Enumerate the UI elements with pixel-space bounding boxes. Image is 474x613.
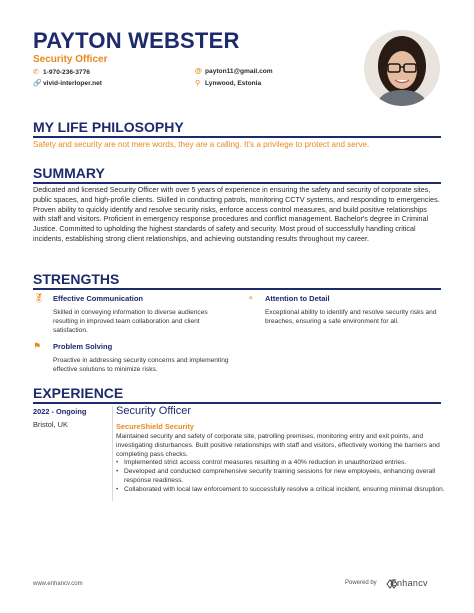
timeline-divider [112, 406, 113, 501]
phone-text: 1-970-236-3776 [43, 68, 90, 76]
experience-bullet: • Collaborated with local law enforcement to successfully resolve a critical incident, ensuring minimal disruption. [116, 486, 446, 495]
strength-title: Problem Solving [53, 342, 113, 351]
award-icon: 🏅︎ [33, 293, 45, 303]
experience-description: Maintained security and safety of corporate site, patrolling premises, monitoring entry and exit points, and investigating disturbances. Built positive relationships with staff and visitors, effectively working the barriers and completing pass checks. [116, 433, 440, 458]
experience-role: Security Officer [116, 405, 191, 417]
at-icon: @ [195, 68, 202, 75]
email-text[interactable]: payton11@gmail.com [205, 68, 273, 75]
location-pin-icon: ⚲ [195, 80, 201, 87]
philosophy-text: Safety and security are not mere words, they are a calling. It's a privilege to protect and serve. [33, 140, 370, 149]
profile-photo [364, 30, 440, 106]
website-contact[interactable] [33, 79, 102, 87]
powered-by-text: Powered by [345, 580, 377, 586]
section-divider [33, 182, 441, 184]
email-contact[interactable] [195, 68, 273, 75]
strength-desc: Exceptional ability to identify and resolve security risks and breaches, ensuring a safe environment for all. [265, 309, 437, 325]
location-contact [195, 79, 261, 87]
strength-title: Attention to Detail [265, 294, 330, 303]
experience-company: SecureShield Security [116, 422, 195, 431]
experience-location: Bristol, UK [33, 420, 68, 429]
experience-bullet: • Developed and conducted comprehensive security training sessions for new employees, enhancing overall response readiness. [116, 468, 446, 486]
experience-bullets [116, 459, 446, 495]
location-text: Lynwood, Estonia [205, 79, 262, 87]
section-divider [33, 288, 441, 290]
section-divider [33, 402, 441, 404]
summary-text: Dedicated and licensed Security Officer with over 5 years of experience in ensuring the safety and security of corporate sites, public spaces, and high-profile clients. Skilled in conducting patrols, monitoring CCTV systems, and responding to emergencies. Proven ability to quickly identify and resolve security risks, enforce access control measures, and build positive relationships with staff and visitors. Proficient in emergency response procedures and conflict management. Bachelor's degree in Criminal Justice. Committed to upholding the highest standards of safety and security. Most proud of successfully handling critical incidents, establishing strong client relationships, and achieving outstanding results throughout my career. [33, 185, 440, 243]
strengths-heading: STRENGTHS [33, 271, 120, 287]
phone-icon: ✆ [33, 69, 39, 76]
summary-heading: SUMMARY [33, 165, 105, 181]
strength-item [33, 341, 233, 375]
footer-site-link[interactable]: www.enhancv.com [33, 581, 83, 587]
experience-heading: EXPERIENCE [33, 385, 124, 401]
section-divider [33, 136, 441, 138]
strength-item [33, 293, 233, 336]
philosophy-heading: MY LIFE PHILOSOPHY [33, 119, 184, 135]
strength-desc: Proactive in addressing security concerns and implementing effective solutions to minimize risks. [53, 357, 229, 373]
job-title: Security Officer [33, 54, 108, 65]
experience-bullet: • Implemented strict access control measures resulting in a 40% reduction in unauthorized entries. [116, 459, 446, 468]
candidate-name: PAYTON WEBSTER [33, 28, 240, 53]
lightbulb-icon: ⚬ [247, 293, 255, 303]
enhancv-logo-icon [386, 579, 398, 589]
link-icon: 🔗 [33, 80, 42, 87]
phone-contact [33, 68, 90, 76]
strength-item [247, 293, 443, 327]
flag-icon: ⚑ [33, 341, 42, 351]
website-text[interactable]: vivid-interloper.net [43, 79, 102, 87]
strength-desc: Skilled in conveying information to diverse audiences resulting in improved team collaboration and client satisfaction. [53, 309, 208, 334]
strength-title: Effective Communication [53, 294, 144, 303]
brand-name: Enhancv [390, 578, 428, 588]
experience-date: 2022 - Ongoing [33, 407, 87, 416]
